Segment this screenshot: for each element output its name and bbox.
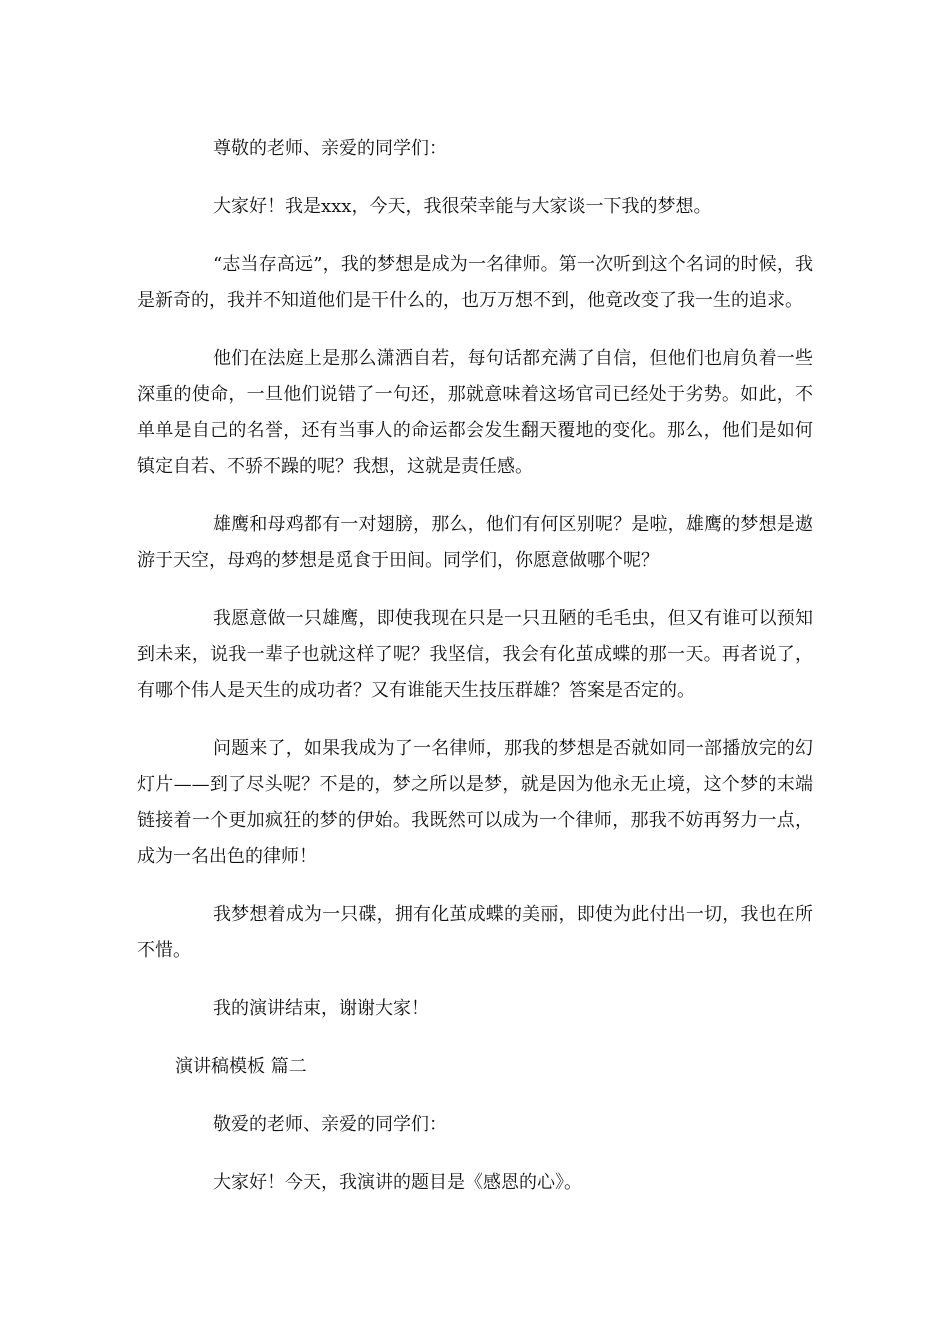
body-paragraph: 问题来了，如果我成为了一名律师，那我的梦想是否就如同一部播放完的幻灯片——到了尽头呢？不是的，梦之所以是梦，就是因为他永无止境，这个梦的末端链接着一个更加疯狂的梦的伊始。我既然可以成为一个律师，那我不妨再努力一点，成为一名出色的律师！ <box>137 738 813 867</box>
document-body <box>137 131 813 1223</box>
body-paragraph: 雄鹰和母鸡都有一对翅膀，那么，他们有何区别呢？是啦，雄鹰的梦想是遨游于天空，母鸡的梦想是觅食于田间。同学们，你愿意做哪个呢？ <box>137 514 813 571</box>
salutation: 尊敬的老师、亲爱的同学们： <box>213 138 447 159</box>
body-paragraph: “志当存高远”，我的梦想是成为一名律师。第一次听到这个名词的时候，我是新奇的，我并不知道他们是干什么的，也万万想不到，他竟改变了我一生的追求。 <box>137 254 813 311</box>
body-paragraph: 他们在法庭上是那么潇洒自若，每句话都充满了自信，但他们也肩负着一些深重的使命，一旦他们说错了一句还，那就意味着这场官司已经处于劣势。如此，不单单是自己的名誉，还有当事人的命运都会发生翻天覆地的变化。那么，他们是如何镇定自若、不骄不躁的呢？我想，这就是责任感。 <box>137 348 813 477</box>
section-heading: 演讲稿模板 篇二 <box>175 1056 307 1077</box>
greeting-2: 大家好！今天，我演讲的题目是《感恩的心》。 <box>213 1172 582 1193</box>
body-paragraph: 我愿意做一只雄鹰，即使我现在只是一只丑陋的毛毛虫，但又有谁可以预知到未来，说我一辈子也就这样了呢？我坚信，我会有化茧成蝶的那一天。再者说了，有哪个伟人是天生的成功者？又有谁能天生技压群雄？答案是否定的。 <box>137 608 813 701</box>
closing: 我的演讲结束，谢谢大家！ <box>213 998 429 1019</box>
salutation-2: 敬爱的老师、亲爱的同学们： <box>213 1114 447 1135</box>
greeting: 大家好！我是xxx，今天，我很荣幸能与大家谈一下我的梦想。 <box>213 196 712 217</box>
body-paragraph: 我梦想着成为一只碟，拥有化茧成蝶的美丽，即使为此付出一切，我也在所不惜。 <box>137 904 813 961</box>
